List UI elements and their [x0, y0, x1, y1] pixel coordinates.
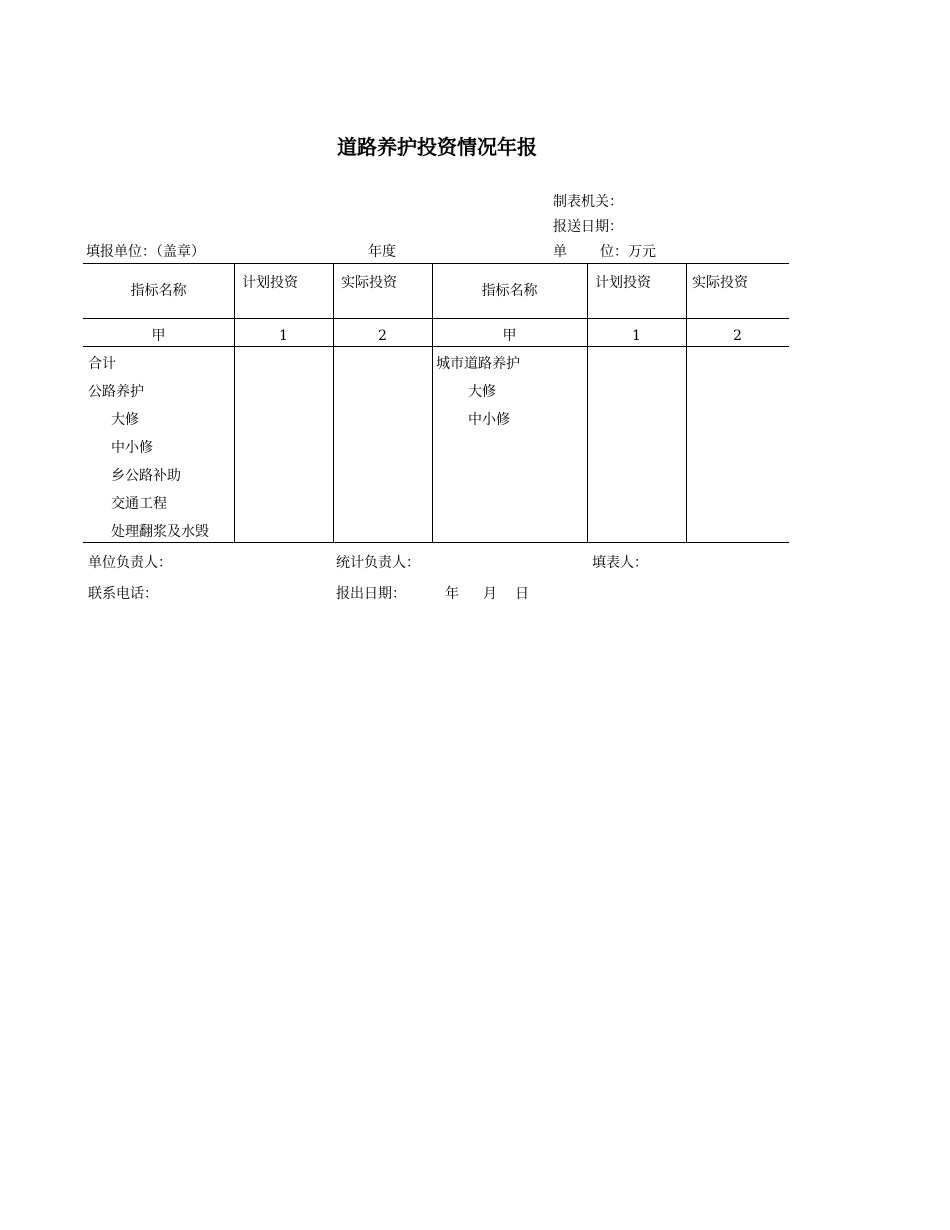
row-label-major-repair: 大修	[111, 412, 139, 428]
code-cell: 1	[632, 328, 641, 344]
filler-label: 填表人：	[592, 555, 648, 571]
code-cell: 甲	[502, 328, 517, 344]
unit-value-label: 位：万元	[600, 244, 656, 260]
code-cell: 2	[378, 328, 387, 344]
table-bottom-border	[83, 542, 789, 543]
row-label-traffic-engineering: 交通工程	[111, 496, 167, 512]
send-date-label: 报送日期：	[553, 219, 623, 235]
code-row-bottom-border	[83, 346, 789, 347]
header-actual-investment-2: 实际投资	[692, 275, 748, 291]
table-top-border	[83, 263, 789, 264]
report-date-day: 日	[515, 586, 529, 602]
col-divider-3	[432, 263, 433, 542]
col-divider-5	[686, 263, 687, 542]
row-label-township-road-subsidy: 乡公路补助	[111, 468, 181, 484]
header-planned-investment: 计划投资	[242, 275, 298, 291]
report-title: 道路养护投资情况年报	[337, 135, 537, 159]
header-indicator-name: 指标名称	[130, 283, 187, 299]
phone-label: 联系电话：	[88, 586, 158, 602]
issuer-label: 制表机关：	[553, 194, 623, 210]
header-planned-investment-2: 计划投资	[595, 275, 651, 291]
row-label-urban-road-maintenance: 城市道路养护	[436, 356, 520, 372]
report-date-month: 月	[483, 586, 497, 602]
filler-unit-label: 填报单位：（盖章）	[86, 244, 205, 260]
header-actual-investment: 实际投资	[341, 275, 397, 291]
row-label-minor-repair: 中小修	[111, 440, 153, 456]
row-label-urban-major-repair: 大修	[468, 384, 496, 400]
col-divider-2	[333, 263, 334, 542]
row-label-urban-minor-repair: 中小修	[468, 412, 510, 428]
row-label-total: 合计	[88, 356, 116, 372]
row-label-highway-maintenance: 公路养护	[88, 384, 144, 400]
unit-label: 单	[553, 244, 567, 260]
report-date-label: 报出日期：	[336, 586, 406, 602]
col-divider-4	[587, 263, 588, 542]
year-label: 年度	[368, 244, 396, 260]
report-date-year: 年	[445, 586, 459, 602]
row-label-frost-flood-repair: 处理翻浆及水毁	[111, 524, 209, 540]
col-divider-1	[234, 263, 235, 542]
code-cell: 甲	[151, 328, 166, 344]
code-cell: 2	[733, 328, 742, 344]
stat-head-label: 统计负责人：	[336, 555, 420, 571]
unit-head-label: 单位负责人：	[88, 555, 172, 571]
code-cell: 1	[279, 328, 288, 344]
header-indicator-name-2: 指标名称	[481, 283, 538, 299]
header-bottom-border	[83, 318, 789, 319]
